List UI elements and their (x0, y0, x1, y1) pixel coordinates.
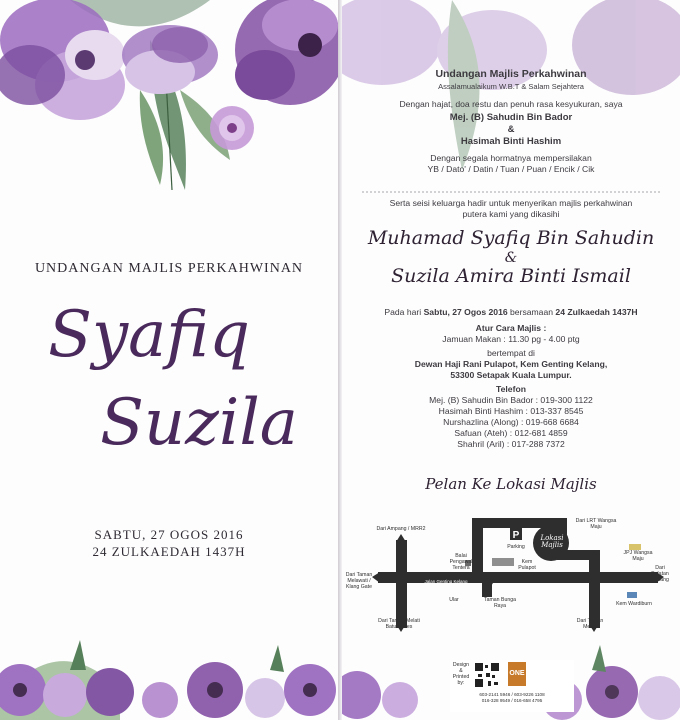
jpj-line-2: Maju (632, 556, 644, 562)
map-label-bulatan (644, 565, 676, 583)
map-label-wardiburn: Kem Wardiburn (616, 601, 652, 607)
phone-title: Telefon (496, 384, 526, 394)
front-heading: UNDANGAN MAJLIS PERKAHWINAN (34, 261, 304, 276)
bride-full-name: Suzila Amira Binti Ismail (391, 265, 631, 287)
lokasi-line-2: Majlis (541, 541, 563, 549)
map-label-lrt: Dari LRT Wangsa Maju (575, 518, 617, 530)
kem-building-icon (492, 558, 514, 566)
front-name-bride: Suzila (100, 386, 298, 460)
credit-line-4: by: (457, 680, 465, 686)
bunga-line-2: Raya (493, 603, 507, 609)
inner-title: Undangan Majlis Perkahwinan (435, 68, 587, 80)
bulatan-line-2: Bulatan (651, 571, 669, 577)
balai-line-2: Pengawal (449, 559, 473, 565)
ampersand: & (507, 124, 515, 135)
map-label-melati (570, 618, 610, 630)
jpj-line-1: JPJ Wangsa (623, 550, 653, 556)
kem-line-2: Pulapot (518, 565, 536, 571)
credit-line-1: Design (452, 662, 470, 668)
event-date-line (342, 307, 680, 318)
venue-line-1: Dewan Haji Rani Pulapot, Kem Genting Kelang, (414, 359, 608, 369)
melati-line-2: Melati (583, 624, 597, 630)
credit-line-3: Printed (452, 674, 470, 680)
groom-full-name: Muhamad Syafiq Bin Sahudin (367, 227, 655, 249)
invite-line-4: putera kami yang dikasihi (462, 209, 560, 219)
wardiburn-icon (627, 592, 637, 598)
printer-logo: ONE (508, 662, 526, 686)
bulatan-line-3: Pahang (651, 577, 669, 583)
intro-text: Dengan hajat, doa restu dan penuh rasa kesyukuran, saya (399, 99, 623, 109)
date-mid: bersamaan (507, 307, 556, 317)
parking-icon-letter: P (512, 530, 520, 541)
balai-line-1: Balai (455, 553, 467, 559)
phone-line: Nurshazlina (Along) : 019-668 6684 (443, 417, 579, 427)
map-label-jpj (618, 550, 658, 562)
map-label-batu-caves (374, 618, 424, 630)
road-west (396, 540, 407, 628)
host-father: Mej. (B) Sahudin Bin Bador (449, 112, 573, 123)
invite-line-3: Serta seisi keluarga hadir untuk menyerikan majlis perkahwinan (389, 198, 633, 208)
batu-line-1: Dari Taman Melati (378, 618, 420, 624)
map-label-melawati (342, 572, 376, 590)
melawati-line-1: Dari Taman (345, 572, 373, 578)
bunga-line-1: Taman Bunga (483, 597, 516, 603)
date-prefix: Pada hari (384, 307, 424, 317)
invite-line-1: Dengan segala hormatnya mempersilakan (430, 153, 592, 163)
ampersand-script: & (504, 250, 518, 266)
invitation-front-panel (0, 0, 338, 720)
map-title: Pelan Ke Lokasi Majlis (425, 475, 597, 493)
agenda-item: Jamuan Makan : 11.30 pg - 4.00 ptg (442, 334, 580, 344)
map-label-kem (516, 559, 538, 571)
balai-line-3: Tentera (452, 565, 470, 571)
front-date: SABTU, 27 OGOS 2016 (94, 527, 244, 542)
front-hijri-date: 24 ZULKAEDAH 1437H (92, 544, 246, 559)
melawati-line-3: Klang Gate (346, 584, 372, 590)
phone-line: Safuan (Ateh) : 012-681 4859 (454, 428, 568, 438)
credit-label (450, 662, 472, 686)
venue-intro: bertempat di (487, 348, 535, 358)
melawati-line-2: Melawati / (347, 578, 371, 584)
invitation-inner-panel (342, 0, 680, 720)
map-label-jalan: Jalan Genting Kelang (424, 579, 468, 584)
map-label-lokasi (534, 535, 570, 549)
printer-phone-2: 016-328 9549 / 016-658 4795 (481, 698, 543, 703)
agenda-title: Atur Cara Majlis : (475, 323, 547, 333)
map-label-ular: Ular (449, 597, 459, 603)
phone-line: Hasimah Binti Hashim : 013-337 8545 (438, 406, 584, 416)
front-name-groom: Syafiq (48, 298, 250, 372)
qr-code-icon (474, 662, 500, 688)
lokasi-line-1: Lokasi (540, 534, 564, 542)
map-label-bunga-raya (480, 597, 520, 609)
printer-credit (450, 660, 574, 712)
map-label-ampang: Dari Ampang / MRR2 (376, 526, 426, 532)
venue-line-2: 53300 Setapak Kuala Lumpur. (450, 370, 572, 380)
batu-line-2: Batu Caves (385, 624, 413, 630)
map-label-balai (446, 553, 476, 571)
hijri-bold: 24 Zulkaedah 1437H (555, 307, 638, 317)
date-bold: Sabtu, 27 Ogos 2016 (423, 307, 508, 317)
melati-line-1: Dari Taman (576, 618, 604, 624)
phone-line: Shahril (Aril) : 017-288 7372 (457, 439, 565, 449)
phone-line: Mej. (B) Sahudin Bin Bador : 019-300 1122 (429, 395, 593, 405)
credit-line-2: & (459, 668, 463, 674)
kem-line-1: Kem (521, 559, 533, 565)
bulatan-line-1: Dari (655, 565, 665, 571)
printer-phone-1: 603-2141 5946 / 603-9226 1108 (479, 692, 545, 697)
greeting: Assalamualaikum W.B.T & Salam Sejahtera (438, 82, 584, 91)
map-label-parking: Parking (507, 544, 525, 550)
host-mother: Hasimah Binti Hashim (460, 136, 562, 147)
invite-line-2: YB / Dato' / Datin / Tuan / Puan / Encik / Cik (427, 164, 595, 174)
